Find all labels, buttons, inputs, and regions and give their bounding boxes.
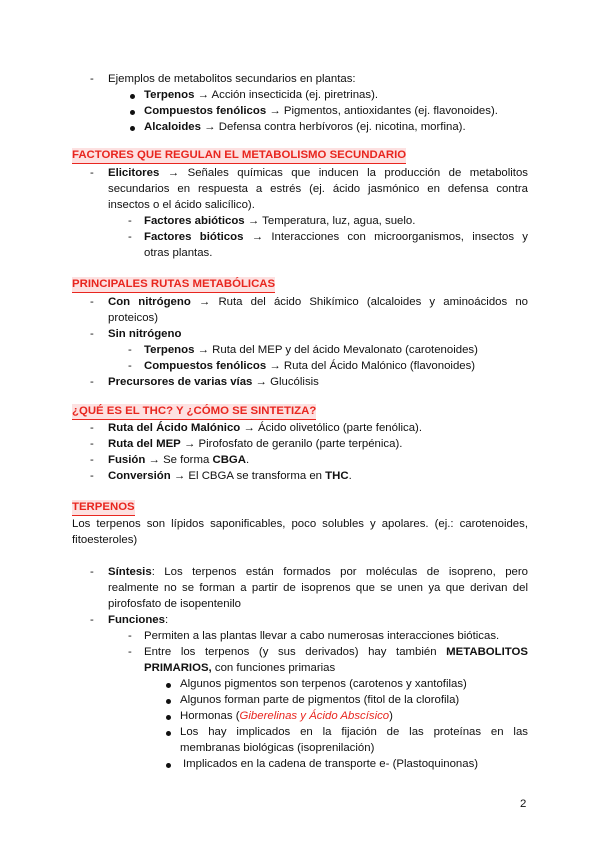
dash-marker: - <box>90 73 94 85</box>
bullet-item: Algunos pigmentos son terpenos (carotenos y xantofilas) <box>180 678 467 690</box>
dash-marker: - <box>90 422 94 434</box>
thc-item-mep: Ruta del MEP → Pirofosfato de geranilo (parte terpénica). <box>108 438 403 450</box>
dash-marker: - <box>90 438 94 450</box>
dash-marker: - <box>90 454 94 466</box>
bioticos-line-1: Factores bióticos → Interacciones con microorganismos, insectos y <box>144 231 528 243</box>
elicitores-line-1: Elicitores → Señales químicas que inducen la producción de metabolitos <box>108 167 528 179</box>
dash-marker: - <box>90 566 94 578</box>
funcion-item-1: Permiten a las plantas llevar a cabo numerosas interacciones bióticas. <box>144 630 500 642</box>
sintesis-line-1: Síntesis: Los terpenos están formados por moléculas de isopreno, pero <box>108 566 528 578</box>
bullet-icon <box>166 683 171 688</box>
dash-marker: - <box>90 328 94 340</box>
abioticos-item: Factores abióticos → Temperatura, luz, agua, suelo. <box>144 215 416 227</box>
intro-title: Ejemplos de metabolitos secundarios en plantas: <box>108 73 356 85</box>
funcion-item-2-line-2: PRIMARIOS, con funciones primarias <box>144 662 336 674</box>
bullet-icon <box>130 94 135 99</box>
con-nitrogeno-line-1: Con nitrógeno → Ruta del ácido Shikímico (alcaloides y aminoácidos no <box>108 296 528 308</box>
bullet-item-cadena: Implicados en la cadena de transporte e- (Plastoquinonas) <box>183 758 479 770</box>
bullet-item: Algunos forman parte de pigmentos (fitol de la clorofila) <box>180 694 460 706</box>
section-heading-terpenos: TERPENOS <box>72 500 135 516</box>
sub-item-terpenos: Terpenos → Ruta del MEP y del ácido Mevalonato (carotenoides) <box>144 344 478 356</box>
dash-marker: - <box>128 215 132 227</box>
terpenos-intro-line-1: Los terpenos son lípidos saponificables, poco solubles y apolares. (ej.: carotenoides, <box>72 518 528 530</box>
section-heading-factores: FACTORES QUE REGULAN EL METABOLISMO SECUNDARIO <box>72 148 406 164</box>
con-nitrogeno-line-2: proteicos) <box>108 312 159 324</box>
list-item: Terpenos → Acción insecticida (ej. piretrinas). <box>144 89 379 101</box>
precursores-item: Precursores de varias vías → Glucólisis <box>108 376 319 388</box>
section-heading-thc: ¿QUÉ ES EL THC? Y ¿CÓMO SE SINTETIZA? <box>72 404 316 420</box>
dash-marker: - <box>90 470 94 482</box>
list-item: Alcaloides → Defensa contra herbívoros (ej. nicotina, morfina). <box>144 121 466 133</box>
dash-marker: - <box>128 646 132 658</box>
thc-item-malonico: Ruta del Ácido Malónico → Ácido olivetólico (parte fenólica). <box>108 422 422 434</box>
sintesis-line-3: pirofosfato de isopentenilo <box>108 598 241 610</box>
sub-item-fenolicos: Compuestos fenólicos → Ruta del Ácido Malónico (flavonoides) <box>144 360 476 372</box>
elicitores-line-2: secundarios en respuesta a estrés (ej. ácido jasmónico en defensa contra <box>108 183 528 195</box>
bullet-icon <box>166 763 171 768</box>
bullet-item-hormonas: Hormonas (Giberelinas y Ácido Abscísico) <box>180 710 393 722</box>
bullet-item-fijacion-line-1: Los hay implicados en la fijación de las proteínas en las <box>180 726 528 738</box>
bullet-icon <box>166 731 171 736</box>
dash-marker: - <box>128 344 132 356</box>
section-heading-rutas: PRINCIPALES RUTAS METABÓLICAS <box>72 277 275 293</box>
sintesis-line-2: realmente no se forman a partir de isoprenos que se unen ya que derivan del <box>108 582 528 594</box>
page-number: 2 <box>520 798 527 810</box>
thc-item-conversion: Conversión → El CBGA se transforma en THC. <box>108 470 352 482</box>
bullet-icon <box>130 126 135 131</box>
sin-nitrogeno: Sin nitrógeno <box>108 328 182 340</box>
dash-marker: - <box>90 167 94 179</box>
dash-marker: - <box>128 630 132 642</box>
funcion-item-2-line-1: Entre los terpenos (y sus derivados) hay también METABOLITOS <box>144 646 528 658</box>
dash-marker: - <box>128 231 132 243</box>
dash-marker: - <box>90 376 94 388</box>
dash-marker: - <box>90 296 94 308</box>
bullet-icon <box>166 715 171 720</box>
bioticos-line-2: otras plantas. <box>144 247 213 259</box>
terpenos-intro-line-2: fitoesteroles) <box>72 534 138 546</box>
bullet-icon <box>166 699 171 704</box>
elicitores-line-3: insectos o el ácido salicílico). <box>108 199 255 211</box>
funciones-label: Funciones: <box>108 614 169 626</box>
thc-item-fusion: Fusión → Se forma CBGA. <box>108 454 250 466</box>
dash-marker: - <box>128 360 132 372</box>
bullet-icon <box>130 110 135 115</box>
bullet-item-fijacion-line-2: membranas biológicas (isoprenilación) <box>180 742 375 754</box>
dash-marker: - <box>90 614 94 626</box>
list-item: Compuestos fenólicos → Pigmentos, antioxidantes (ej. flavonoides). <box>144 105 498 117</box>
metabolitos-bold: METABOLITOS <box>446 646 528 658</box>
